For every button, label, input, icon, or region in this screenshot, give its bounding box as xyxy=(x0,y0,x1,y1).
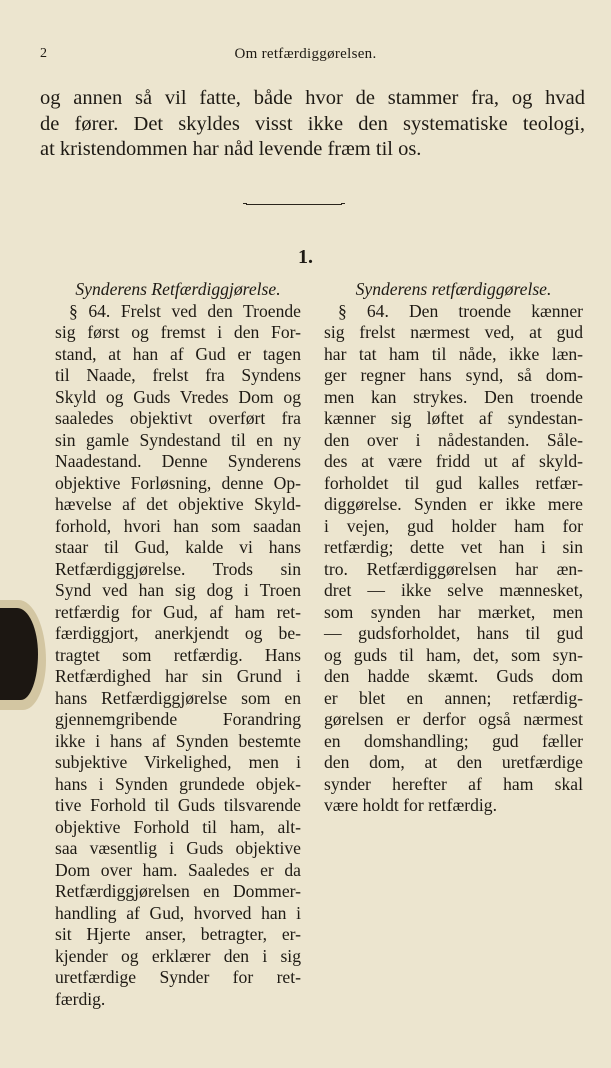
text-line: men kan strykes. Den troende xyxy=(324,386,583,407)
text-line: subjektive Virkelighed, men i xyxy=(55,752,301,772)
text-line: være holdt for retfærdig. xyxy=(324,795,497,815)
right-column-heading: Synderens retfærdiggørelse. xyxy=(355,279,552,299)
text-line: gørelsen er derfor også nærmest xyxy=(324,709,583,729)
text-line: kænner sig løftet af syndestan- xyxy=(324,408,583,428)
right-column xyxy=(324,279,583,817)
text-line: og guds til ham, det, som syn- xyxy=(324,644,583,665)
text-line: en domshandling; gud fæller xyxy=(324,730,583,751)
text-line: Retfærdighed har sin Grund i xyxy=(55,666,301,686)
text-line: tive Forhold til Guds tilsvarende xyxy=(55,795,301,815)
section-divider xyxy=(246,204,342,205)
text-line: færdiggjort, anerkjendt og be- xyxy=(55,623,301,643)
text-line: stand, at han af Gud er tagen xyxy=(55,343,301,364)
text-line: tro. Retfærdiggørelsen har æn- xyxy=(324,558,583,579)
text-line: hans i Synden grundede objek- xyxy=(55,773,301,794)
text-line: des at være fridd ut af skyld- xyxy=(324,451,583,471)
text-line: objektive Forløsning, denne Op- xyxy=(55,472,301,493)
text-line: Skyld og Guds Vredes Dom og xyxy=(55,386,301,407)
text-line: Retfærdiggjørelse. Trods sin xyxy=(55,558,301,579)
text-line: tragtet som retfærdig. Hans xyxy=(55,644,301,665)
text-line: dret — ikke selve mænnesket, xyxy=(324,580,583,600)
text-line: handling af Gud, hvorved han i xyxy=(55,902,301,923)
text-line: § 64. Den troende kænner xyxy=(338,300,583,321)
text-line: hævelse af det objektive Skyld- xyxy=(55,494,301,514)
left-column-heading: Synderens Retfærdiggjørelse. xyxy=(75,279,281,299)
intro-line: og annen så vil fatte, både hvor de stammer fra, og hvad xyxy=(40,87,585,109)
text-line: — gudsforholdet, hans til gud xyxy=(324,623,583,643)
intro-line: at kristendommen har nåd levende fræm til os. xyxy=(40,138,422,160)
text-line: retfærdig; dette vet han i sin xyxy=(324,537,583,557)
text-line: sit Hjerte anser, betragter, er- xyxy=(55,924,301,944)
text-line: forholdet til gud kalles retfær- xyxy=(324,472,583,493)
left-column xyxy=(55,279,301,1010)
text-line: gjennemgribende Forandring xyxy=(55,709,301,729)
intro-paragraph xyxy=(40,86,585,163)
text-line: som synden har mærket, men xyxy=(324,601,583,622)
text-line: har tat ham til nåde, ikke læn- xyxy=(324,343,583,364)
text-line: synder herefter af ham skal xyxy=(324,773,583,794)
text-line: den over i nådestanden. Såle- xyxy=(324,429,583,450)
left-column-text xyxy=(55,301,301,1011)
intro-line: de fører. Det skyldes visst ikke den systematiske teologi, xyxy=(40,112,585,135)
text-line: i vejen, gud holder ham for xyxy=(324,515,583,536)
text-line: staar til Gud, kalde vi hans xyxy=(55,537,301,557)
text-line: Synd ved han sig dog i Troen xyxy=(55,580,301,600)
text-line: sin gamle Syndestand til en ny xyxy=(55,429,301,450)
text-line: § 64. Frelst ved den Troende xyxy=(69,300,301,321)
text-line: forhold, hvori han som saadan xyxy=(55,515,301,536)
text-line: sig frelst nærmest ved, at gud xyxy=(324,322,583,342)
text-line: ikke i hans af Synden bestemte xyxy=(55,730,301,751)
text-line: til Naade, frelst fra Syndens xyxy=(55,365,301,385)
text-line: uretfærdige Synder for ret- xyxy=(55,967,301,987)
text-line: objektive Forhold til ham, alt- xyxy=(55,816,301,837)
right-column-text xyxy=(324,301,583,817)
text-line: Naadestand. Denne Synderens xyxy=(55,451,301,471)
page-header xyxy=(0,46,611,68)
text-line: retfærdig for Gud, af ham ret- xyxy=(55,601,301,622)
text-line: saaledes objektivt overført fra xyxy=(55,408,301,428)
page-number: 2 xyxy=(40,46,47,61)
text-line: kjender og erklærer den i sig xyxy=(55,945,301,966)
text-line: den hadde skæmt. Guds dom xyxy=(324,666,583,686)
section-number: 1. xyxy=(298,246,313,268)
text-line: ger regner hans synd, så dom- xyxy=(324,365,583,385)
running-title: Om retfærdiggørelsen. xyxy=(234,46,377,62)
text-line: er blet en annen; retfærdig- xyxy=(324,687,583,708)
text-line: saa væsentlig i Guds objektive xyxy=(55,838,301,858)
text-line: Retfærdiggjørelsen en Dommer- xyxy=(55,881,301,901)
text-line: diggørelse. Synden er ikke mere xyxy=(324,494,583,514)
ink-stain xyxy=(0,608,38,700)
text-line: hans Retfærdiggjørelse som en xyxy=(55,687,301,708)
text-line: sig først og fremst i den For- xyxy=(55,322,301,342)
text-line: Dom over ham. Saaledes er da xyxy=(55,859,301,880)
text-line: færdig. xyxy=(55,988,106,1009)
text-line: den dom, at den uretfærdige xyxy=(324,752,583,772)
